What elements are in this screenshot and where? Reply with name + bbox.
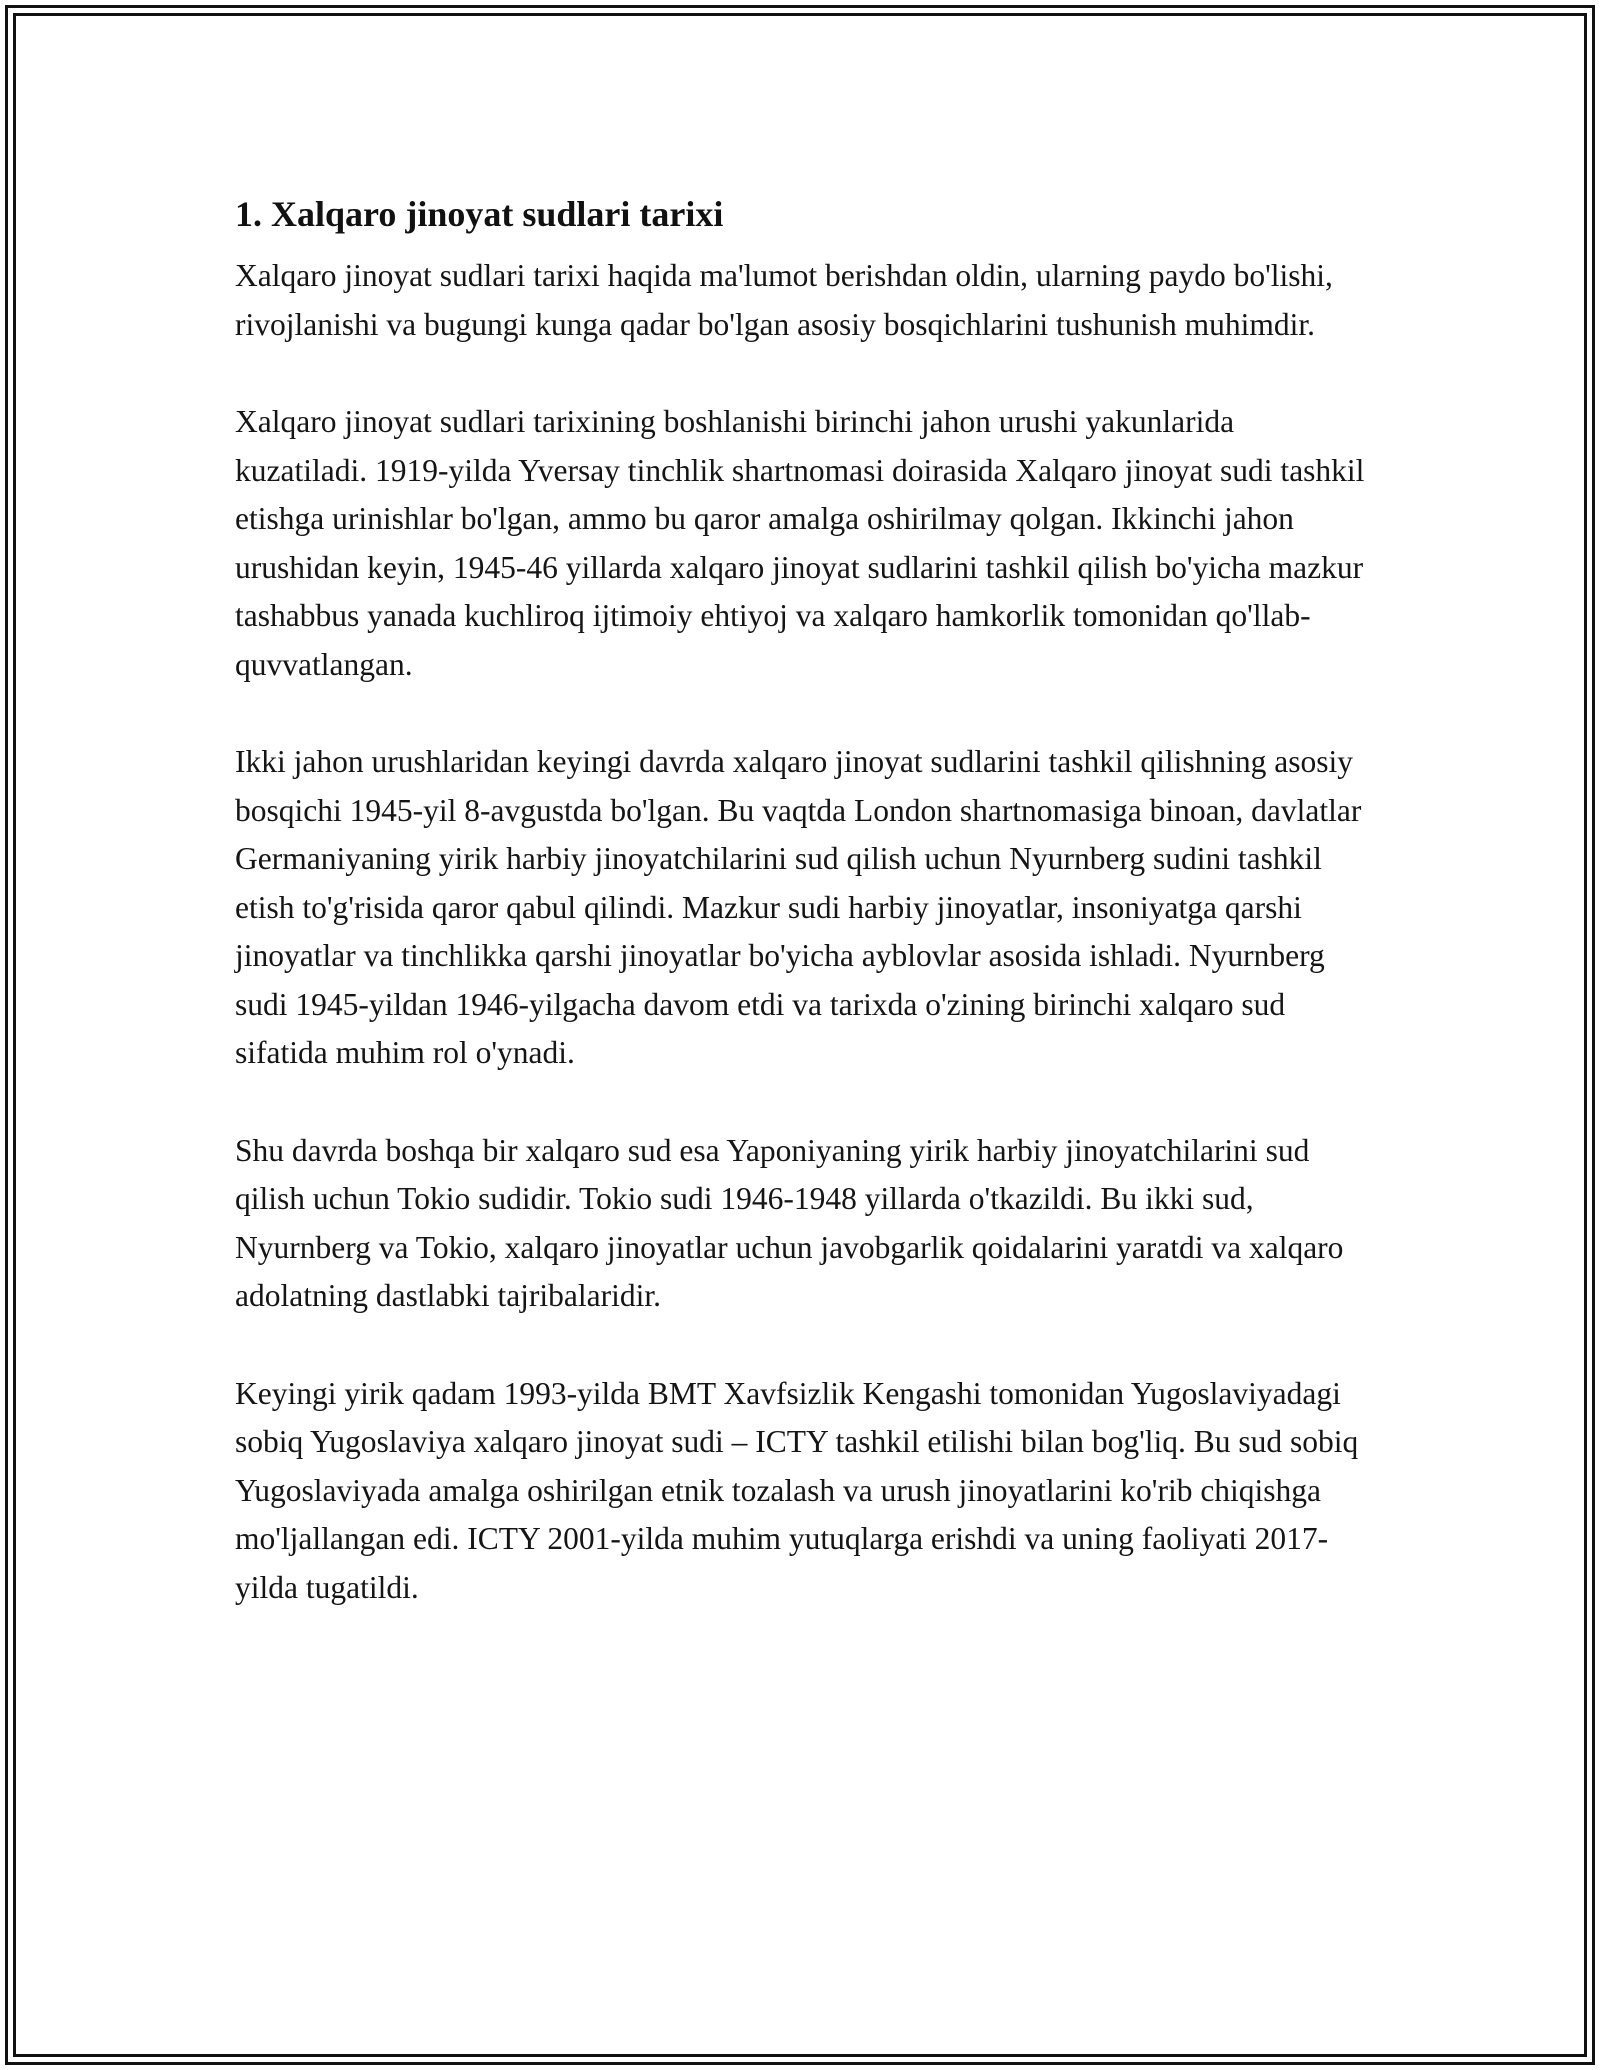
document-body bbox=[235, 186, 1365, 1661]
section-heading: 1. Xalqaro jinoyat sudlari tarixi bbox=[235, 194, 724, 234]
paragraph-intro: Xalqaro jinoyat sudlari tarixi haqida ma'lumot berishdan oldin, ularning paydo bo'lishi, rivojlanishi va bugungi kunga qadar bo'lgan asosiy bosqichlarini tushunish muhimdir. bbox=[235, 258, 1333, 342]
paragraph-origins: Xalqaro jinoyat sudlari tarixining boshlanishi birinchi jahon urushi yakunlarida kuzatiladi. 1919-yilda Yversay tinchlik shartnomasi doirasida Xalqaro jinoyat sudi tashkil etishga urinishlar bo'lgan, ammo bu qaror amalga oshirilmay qolgan. Ikkinchi jahon urushidan keyin, 1945-46 yillarda xalqaro jinoyat sudlarini tashkil qilish bo'yicha mazkur tashabbus yanada kuchliroq ijtimoiy ehtiyoj va xalqaro hamkorlik tomonidan qo'llab-quvvatlangan. bbox=[235, 404, 1365, 682]
paragraph-nuremberg: Ikki jahon urushlaridan keyingi davrda xalqaro jinoyat sudlarini tashkil qilishning asosiy bosqichi 1945-yil 8-avgustda bo'lgan. Bu vaqtda London shartnomasiga binoan, davlatlar Germaniyaning yirik harbiy jinoyatchilarini sud qilish uchun Nyurnberg sudini tashkil etish to'g'risida qaror qabul qilindi. Mazkur sudi harbiy jinoyatlar, insoniyatga qarshi jinoyatlar va tinchlikka qarshi jinoyatlar bo'yicha ayblovlar asosida ishladi. Nyurnberg sudi 1945-yildan 1946-yilgacha davom etdi va tarixda o'zining birinchi xalqaro sud sifatida muhim rol o'ynadi. bbox=[235, 744, 1362, 1070]
paragraph-tokyo: Shu davrda boshqa bir xalqaro sud esa Yaponiyaning yirik harbiy jinoyatchilarini sud qilish uchun Tokio sudidir. Tokio sudi 1946-1948 yillarda o'tkazildi. Bu ikki sud, Nyurnberg va Tokio, xalqaro jinoyatlar uchun javobgarlik qoidalarini yaratdi va xalqaro adolatning dastlabki tajribalaridir. bbox=[235, 1132, 1344, 1313]
paragraph-icty: Keyingi yirik qadam 1993-yilda BMT Xavfsizlik Kengashi tomonidan Yugoslaviyadagi sobiq Yugoslaviya xalqaro jinoyat sudi – ICTY tashkil etilishi bilan bog'liq. Bu sud sobiq Yugoslaviyada amalga oshirilgan etnik tozalash va urush jinoyatlarini ko'rib chiqishga mo'ljallangan edi. ICTY 2001-yilda muhim yutuqlarga erishdi va uning faoliyati 2017-yilda tugatildi. bbox=[235, 1375, 1359, 1605]
